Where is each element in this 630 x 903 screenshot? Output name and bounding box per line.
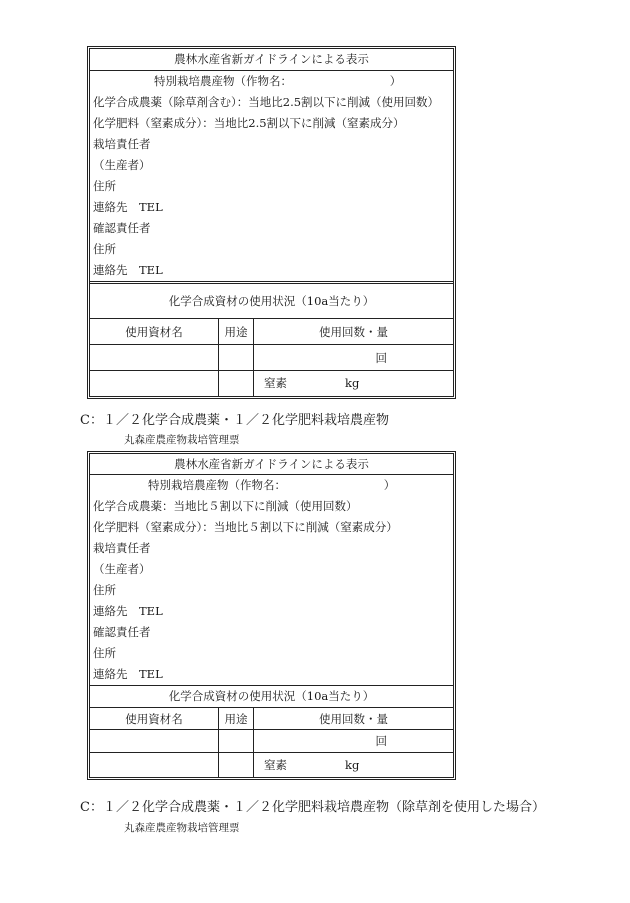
address-label: 住所 xyxy=(93,646,116,660)
nitrogen-label: 窒素 xyxy=(264,757,287,772)
usage-table xyxy=(90,318,453,396)
contact-label: 連絡先 TEL xyxy=(93,604,163,618)
confirmer-label: 確認責任者 xyxy=(93,221,151,235)
material-cell xyxy=(90,371,219,396)
confirmer-label: 確認責任者 xyxy=(93,625,151,639)
contact-label: 連絡先 TEL xyxy=(93,200,163,214)
col-material-header: 使用資材名 xyxy=(90,319,219,345)
purpose-cell xyxy=(219,371,254,396)
grower-label: 栽培責任者 xyxy=(93,137,151,151)
grower-label: 栽培責任者 xyxy=(93,541,151,555)
address-label: 住所 xyxy=(93,179,116,193)
material-cell xyxy=(90,345,219,371)
col-purpose-header: 用途 xyxy=(219,319,254,345)
purpose-cell xyxy=(219,730,254,753)
nitrogen-cell xyxy=(254,753,454,777)
col-count-header: 使用回数・量 xyxy=(254,319,454,345)
form-header: 農林水産省新ガイドラインによる表示 xyxy=(174,52,369,66)
label-form-a xyxy=(87,46,456,399)
contact-label: 連絡先 TEL xyxy=(93,263,163,277)
col-count-header: 使用回数・量 xyxy=(254,708,454,730)
purpose-cell xyxy=(219,345,254,371)
subcaption-b: 丸森産農産物栽培管理票 xyxy=(124,822,240,834)
label-form-b xyxy=(87,451,456,780)
usage-title: 化学合成資材の使用状況（10a当たり） xyxy=(168,689,375,703)
material-cell xyxy=(90,753,219,777)
producer-label: （生産者） xyxy=(93,562,151,576)
caption-b: C：１／２化学合成農薬・１／２化学肥料栽培農産物（除草剤を使用した場合） xyxy=(80,800,545,815)
purpose-cell xyxy=(219,753,254,777)
form-header: 農林水産省新ガイドラインによる表示 xyxy=(174,457,369,471)
address-label: 住所 xyxy=(93,583,116,597)
nitrogen-label: 窒素 xyxy=(264,376,287,391)
producer-label: （生産者） xyxy=(93,158,151,172)
fertilizer-line: 化学肥料（窒素成分）：当地比５割以下に削減（窒素成分） xyxy=(93,520,398,534)
subcaption-a: 丸森産農産物栽培管理票 xyxy=(124,434,240,446)
col-purpose-header: 用途 xyxy=(219,708,254,730)
pesticide-line: 化学合成農薬：当地比５割以下に削減（使用回数） xyxy=(93,499,358,513)
usage-title: 化学合成資材の使用状況（10a当たり） xyxy=(168,294,375,308)
fertilizer-line: 化学肥料（窒素成分）：当地比2.5割以下に削減（窒素成分） xyxy=(93,116,405,130)
contact-label: 連絡先 TEL xyxy=(93,667,163,681)
kg-unit: kg xyxy=(345,757,360,772)
times-unit: 回 xyxy=(254,345,454,371)
nitrogen-cell xyxy=(254,371,454,396)
times-unit: 回 xyxy=(254,730,454,753)
crop-name-line: 特別栽培農産物（作物名： ） xyxy=(154,74,402,88)
col-material-header: 使用資材名 xyxy=(90,708,219,730)
kg-unit: kg xyxy=(345,376,360,391)
usage-table xyxy=(90,707,453,777)
crop-name-line: 特別栽培農産物（作物名： ） xyxy=(148,478,396,492)
caption-a: C：１／２化学合成農薬・１／２化学肥料栽培農産物 xyxy=(80,413,389,428)
pesticide-line: 化学合成農薬（除草剤含む）：当地比2.5割以下に削減（使用回数） xyxy=(93,95,440,109)
address-label: 住所 xyxy=(93,242,116,256)
material-cell xyxy=(90,730,219,753)
